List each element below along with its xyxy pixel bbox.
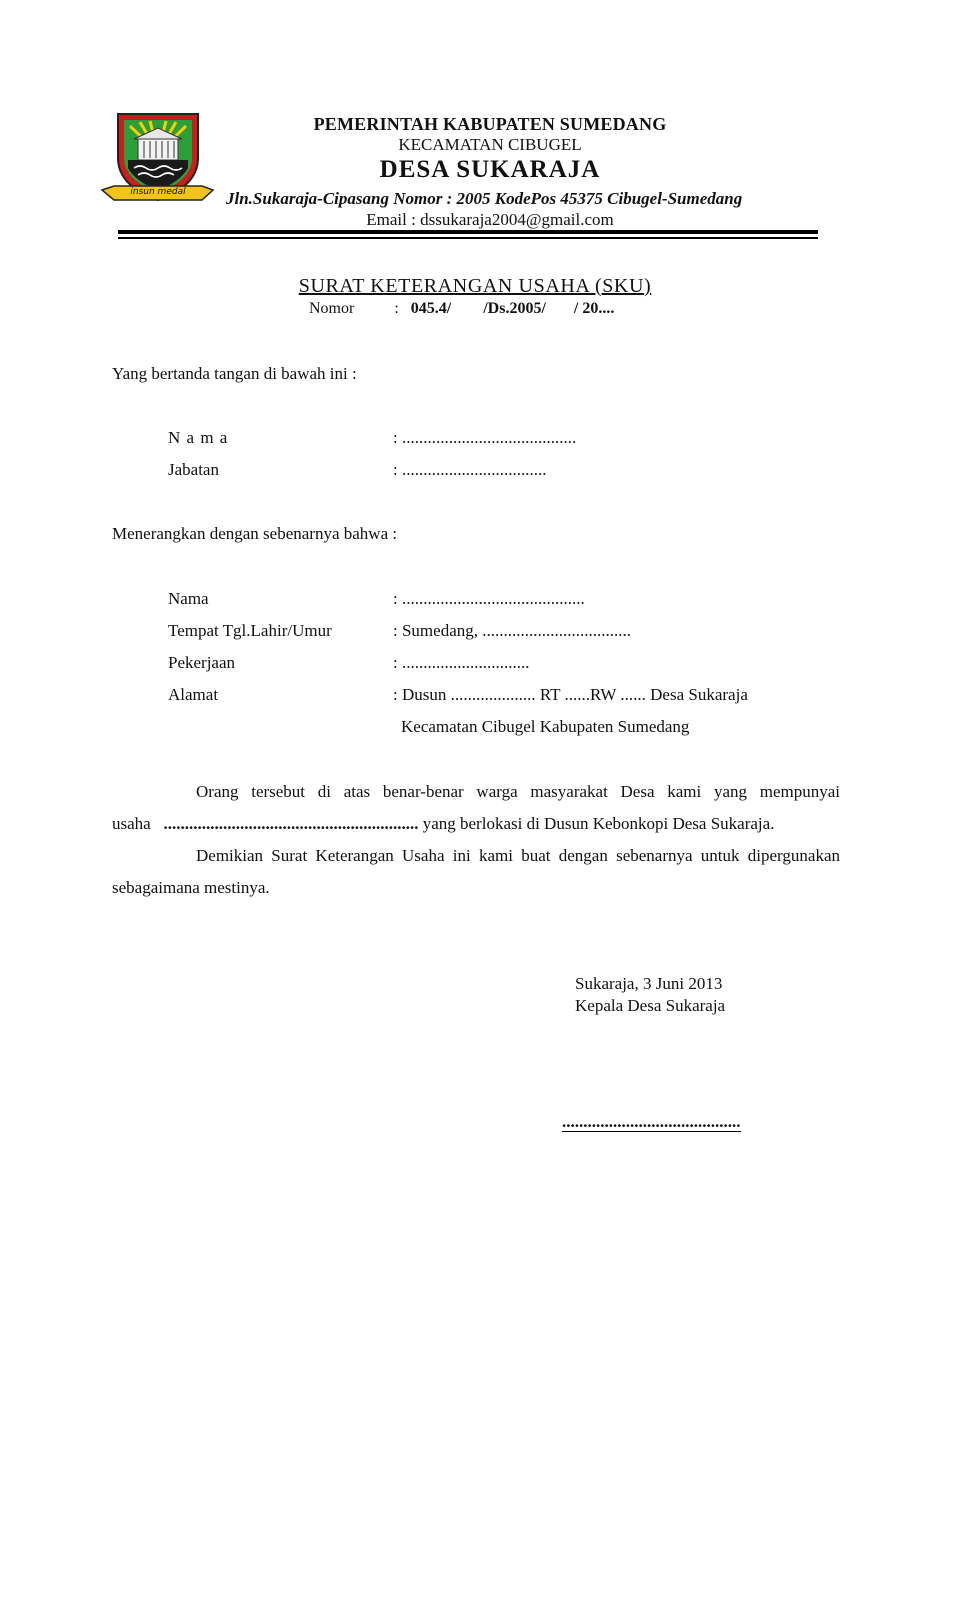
subject-job-value: : .............................. [393, 653, 530, 672]
subject-address-label: Alamat [168, 685, 219, 704]
letterhead-rule-thin [118, 237, 818, 239]
paragraph-business-text: Orang tersebut di atas benar-benar warga masyarakat Desa kami yang mempunyai usaha [112, 782, 840, 833]
number-part3: / 20.... [573, 300, 615, 317]
district-name: KECAMATAN CIBUGEL [398, 135, 582, 154]
signer-title: Kepala Desa Sukaraja [575, 996, 726, 1015]
letterhead-rule-thick [118, 230, 818, 234]
signer-position-value: : .................................. [393, 460, 547, 479]
subject-address-value: : Dusun .................... RT ......RW ...... Desa Sukaraja [393, 685, 748, 704]
number-part2: /Ds.2005/ [483, 300, 546, 317]
signer-name-value: : ......................................... [393, 428, 577, 447]
subject-birth-label: Tempat Tgl.Lahir/Umur [168, 621, 332, 640]
paragraph-business [112, 776, 840, 840]
document-title: SURAT KETERANGAN USAHA (SKU) [298, 275, 652, 297]
document-number [309, 300, 614, 318]
signature-line [562, 1112, 754, 1132]
subject-birth-value: : Sumedang, ................................... [393, 621, 631, 640]
village-email: Email : dssukaraja2004@gmail.com [366, 210, 614, 229]
village-address: Jln.Sukaraja-Cipasang Nomor : 2005 KodePos 45375 Cibugel-Sumedang [226, 189, 743, 208]
number-colon: : [394, 300, 399, 317]
paragraph-business-location: yang berlokasi di Dusun Kebonkopi Desa Sukaraja. [422, 814, 775, 833]
paragraph-closing: Demikian Surat Keterangan Usaha ini kami buat dengan sebenarnya untuk dipergunakan sebagaimana mestinya. [112, 846, 840, 897]
signer-name-label: N a m a [168, 428, 229, 447]
business-name-blank: ............................................................ [163, 814, 419, 833]
place-date: Sukaraja, 3 Juni 2013 [575, 974, 723, 993]
signer-position-label: Jabatan [168, 460, 219, 479]
logo-ribbon-text: insun medal [130, 187, 186, 197]
subject-job-label: Pekerjaan [168, 653, 236, 672]
government-name: PEMERINTAH KABUPATEN SUMEDANG [313, 114, 667, 134]
signature-dots: .......................................... [562, 1112, 741, 1131]
number-label: Nomor [309, 300, 355, 317]
village-logo [100, 108, 215, 213]
statement-text: Menerangkan dengan sebenarnya bahwa : [112, 524, 398, 543]
intro-text: Yang bertanda tangan di bawah ini : [112, 364, 357, 383]
village-name: DESA SUKARAJA [379, 156, 601, 183]
subject-name-label: Nama [168, 589, 209, 608]
subject-name-value: : ........................................... [393, 589, 585, 608]
subject-address-continued: Kecamatan Cibugel Kabupaten Sumedang [401, 717, 690, 736]
number-part1: 045.4/ [410, 300, 452, 317]
